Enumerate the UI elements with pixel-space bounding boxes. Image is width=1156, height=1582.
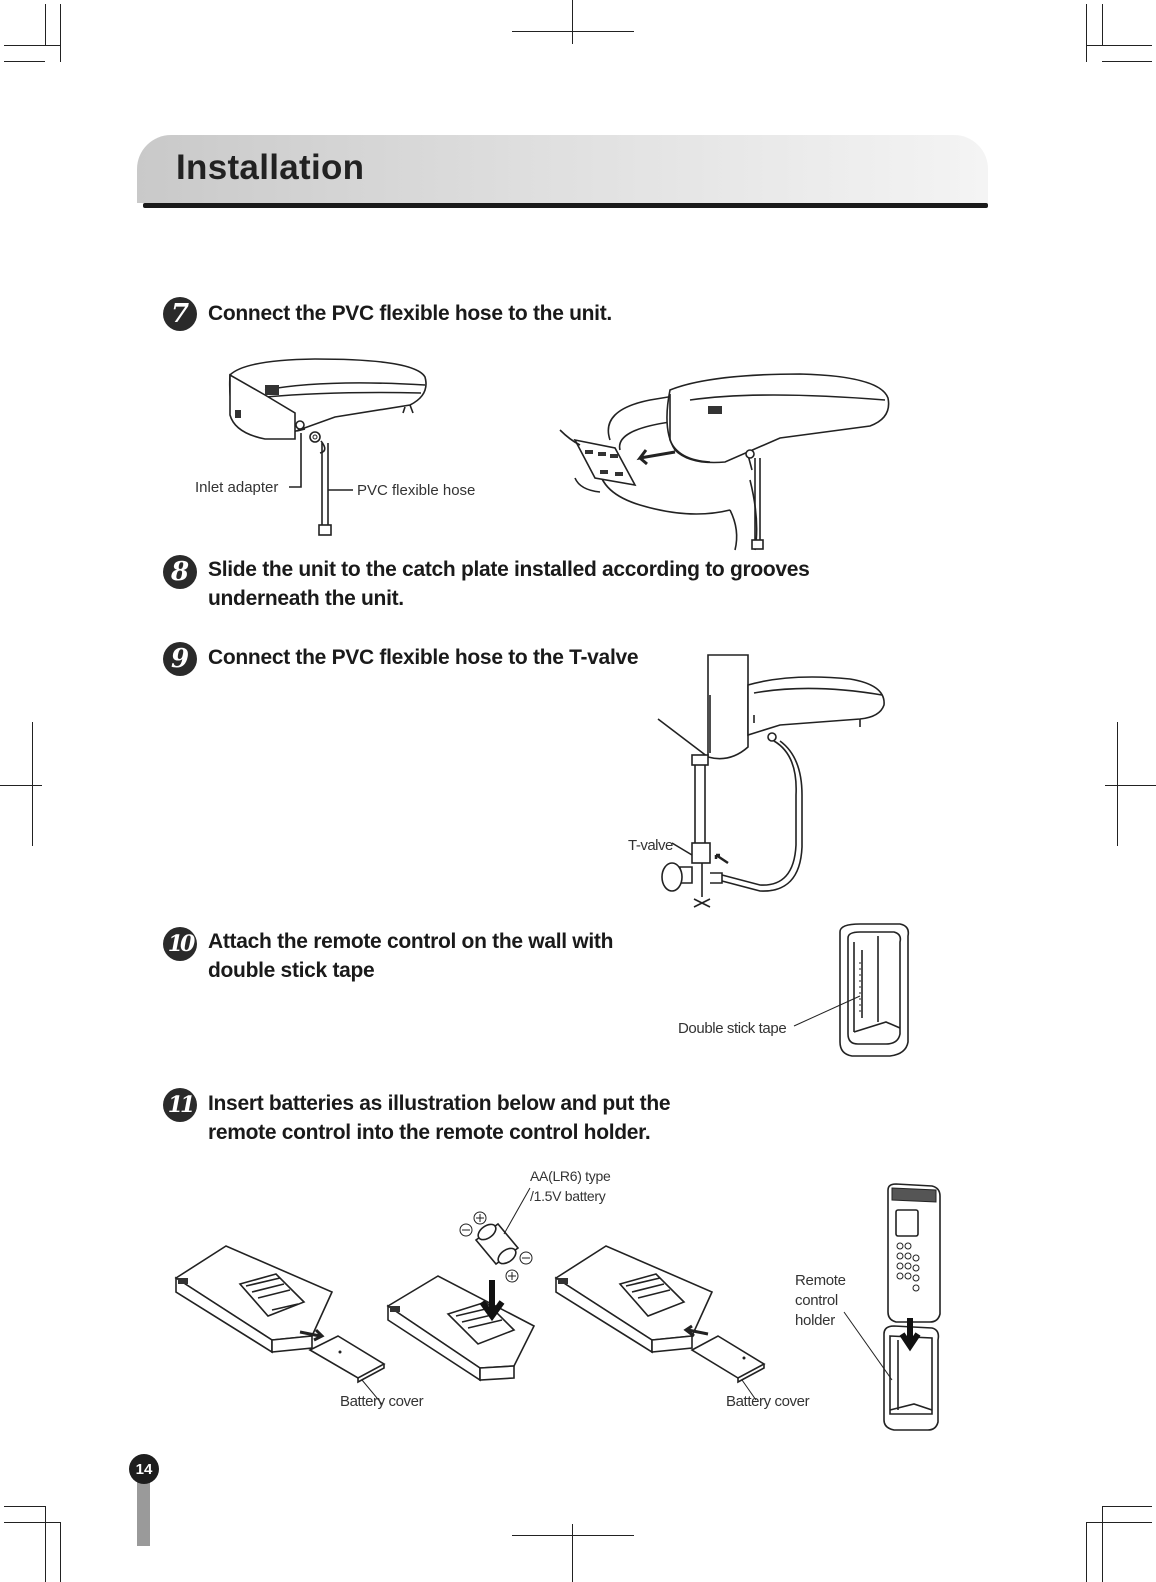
remote-holder-label-line1: Remote: [795, 1272, 846, 1289]
remote-holder-label-line2: control: [795, 1292, 838, 1309]
page-title: Installation: [176, 148, 365, 187]
step-11-number: 11: [163, 1088, 197, 1122]
step-11-text-line2: remote control into the remote control holder.: [208, 1121, 651, 1144]
remote-holder-illustration: [790, 922, 920, 1062]
page-tab: [137, 1480, 150, 1546]
seat-on-bowl-illustration: [560, 370, 900, 555]
step-8-number: 8: [163, 555, 197, 589]
step-9-text: Connect the PVC flexible hose to the T-valve: [208, 646, 639, 669]
battery-type-label-line1: AA(LR6) type: [530, 1168, 611, 1184]
step-7-text: Connect the PVC flexible hose to the unit.: [208, 302, 612, 325]
battery-cover-left-label: Battery cover: [340, 1393, 424, 1410]
step-10-number: 10: [163, 927, 197, 961]
step-9-number: 9: [163, 642, 197, 676]
step-8-text-line1: Slide the unit to the catch plate installed according to grooves: [208, 558, 810, 581]
remote-cover-removed-illustration: [172, 1240, 397, 1390]
step-7-number: 7: [163, 297, 197, 331]
t-valve-illustration: [650, 655, 895, 915]
double-stick-tape-label: Double stick tape: [678, 1020, 787, 1037]
inlet-adapter-label: Inlet adapter: [195, 479, 279, 496]
header-rule: [143, 203, 988, 208]
remote-battery-insert-illustration: [384, 1270, 544, 1390]
remote-cover-insert-illustration: [552, 1240, 777, 1390]
page-number: 14: [129, 1454, 159, 1484]
step-10-text-line1: Attach the remote control on the wall with: [208, 930, 614, 953]
step-11-text-line1: Insert batteries as illustration below and put the: [208, 1092, 671, 1115]
step-10-text-line2: double stick tape: [208, 959, 375, 982]
seat-side-illustration: [225, 355, 485, 540]
remote-into-holder-illustration: [840, 1184, 950, 1434]
step-8-text-line2: underneath the unit.: [208, 587, 404, 610]
remote-holder-label-line3: holder: [795, 1312, 835, 1329]
pvc-hose-label: PVC flexible hose: [357, 482, 476, 499]
t-valve-label: T-valve: [628, 837, 673, 854]
battery-cover-right-label: Battery cover: [726, 1393, 810, 1410]
battery-type-label-line2: /1.5V battery: [530, 1188, 606, 1204]
